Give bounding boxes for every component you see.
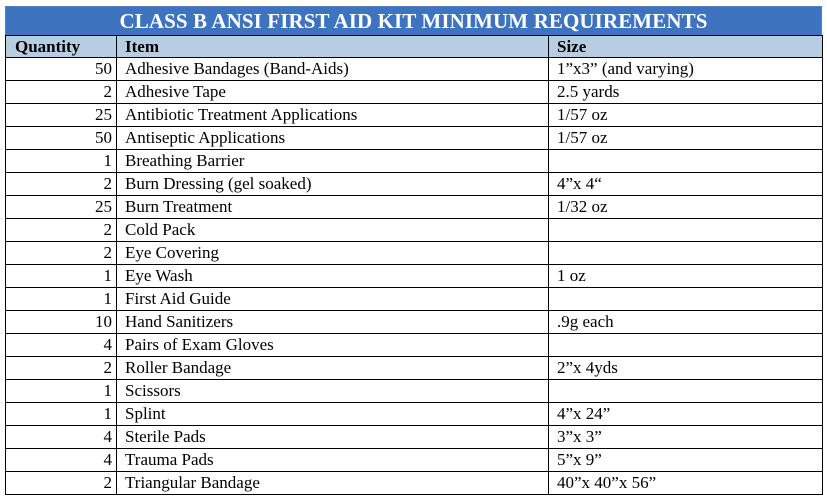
size-cell: 4”x 24” <box>549 403 823 426</box>
table-row <box>6 81 823 104</box>
table-row <box>6 334 823 357</box>
table-row <box>6 449 823 472</box>
page-title: CLASS B ANSI FIRST AID KIT MINIMUM REQUIREMENTS <box>5 6 822 35</box>
quantity-cell: 50 <box>6 127 117 150</box>
size-cell: 1/57 oz <box>549 104 823 127</box>
size-cell: 3”x 3” <box>549 426 823 449</box>
item-cell: Antibiotic Treatment Applications <box>117 104 549 127</box>
size-cell: .9g each <box>549 311 823 334</box>
item-cell: Adhesive Tape <box>117 81 549 104</box>
quantity-cell: 1 <box>6 380 117 403</box>
requirements-document <box>5 6 822 495</box>
item-cell: Adhesive Bandages (Band-Aids) <box>117 58 549 81</box>
size-cell <box>549 219 823 242</box>
header-row <box>6 36 823 58</box>
quantity-cell: 10 <box>6 311 117 334</box>
table-row <box>6 311 823 334</box>
size-cell <box>549 380 823 403</box>
size-cell: 40”x 40”x 56” <box>549 472 823 495</box>
item-cell: Scissors <box>117 380 549 403</box>
table-row <box>6 357 823 380</box>
size-cell <box>549 242 823 265</box>
quantity-column-header: Quantity <box>6 36 117 58</box>
table-row <box>6 104 823 127</box>
item-column-header: Item <box>117 36 549 58</box>
item-cell: Burn Dressing (gel soaked) <box>117 173 549 196</box>
item-cell: Sterile Pads <box>117 426 549 449</box>
requirements-table <box>5 35 823 495</box>
item-cell: Hand Sanitizers <box>117 311 549 334</box>
item-cell: Eye Wash <box>117 265 549 288</box>
quantity-cell: 2 <box>6 219 117 242</box>
table-row <box>6 265 823 288</box>
size-cell: 2”x 4yds <box>549 357 823 380</box>
quantity-cell: 1 <box>6 403 117 426</box>
item-cell: Roller Bandage <box>117 357 549 380</box>
item-cell: Burn Treatment <box>117 196 549 219</box>
quantity-cell: 4 <box>6 334 117 357</box>
quantity-cell: 4 <box>6 449 117 472</box>
quantity-cell: 1 <box>6 288 117 311</box>
item-cell: Pairs of Exam Gloves <box>117 334 549 357</box>
quantity-cell: 2 <box>6 357 117 380</box>
table-row <box>6 196 823 219</box>
table-row <box>6 219 823 242</box>
item-cell: Breathing Barrier <box>117 150 549 173</box>
quantity-cell: 2 <box>6 81 117 104</box>
quantity-cell: 2 <box>6 472 117 495</box>
table-row <box>6 242 823 265</box>
quantity-cell: 25 <box>6 104 117 127</box>
item-cell: First Aid Guide <box>117 288 549 311</box>
table-row <box>6 58 823 81</box>
size-column-header: Size <box>549 36 823 58</box>
item-cell: Triangular Bandage <box>117 472 549 495</box>
size-cell: 4”x 4“ <box>549 173 823 196</box>
size-cell <box>549 150 823 173</box>
item-cell: Trauma Pads <box>117 449 549 472</box>
table-row <box>6 426 823 449</box>
quantity-cell: 50 <box>6 58 117 81</box>
size-cell: 1 oz <box>549 265 823 288</box>
table-row <box>6 403 823 426</box>
table-row <box>6 380 823 403</box>
item-cell: Splint <box>117 403 549 426</box>
item-cell: Eye Covering <box>117 242 549 265</box>
size-cell <box>549 288 823 311</box>
size-cell: 1/32 oz <box>549 196 823 219</box>
table-row <box>6 150 823 173</box>
quantity-cell: 1 <box>6 150 117 173</box>
size-cell: 5”x 9” <box>549 449 823 472</box>
table-row <box>6 288 823 311</box>
quantity-cell: 2 <box>6 242 117 265</box>
size-cell: 2.5 yards <box>549 81 823 104</box>
item-cell: Cold Pack <box>117 219 549 242</box>
table-row <box>6 127 823 150</box>
table-row <box>6 173 823 196</box>
size-cell <box>549 334 823 357</box>
item-cell: Antiseptic Applications <box>117 127 549 150</box>
table-row <box>6 472 823 495</box>
quantity-cell: 25 <box>6 196 117 219</box>
quantity-cell: 2 <box>6 173 117 196</box>
size-cell: 1/57 oz <box>549 127 823 150</box>
quantity-cell: 1 <box>6 265 117 288</box>
quantity-cell: 4 <box>6 426 117 449</box>
size-cell: 1”x3” (and varying) <box>549 58 823 81</box>
